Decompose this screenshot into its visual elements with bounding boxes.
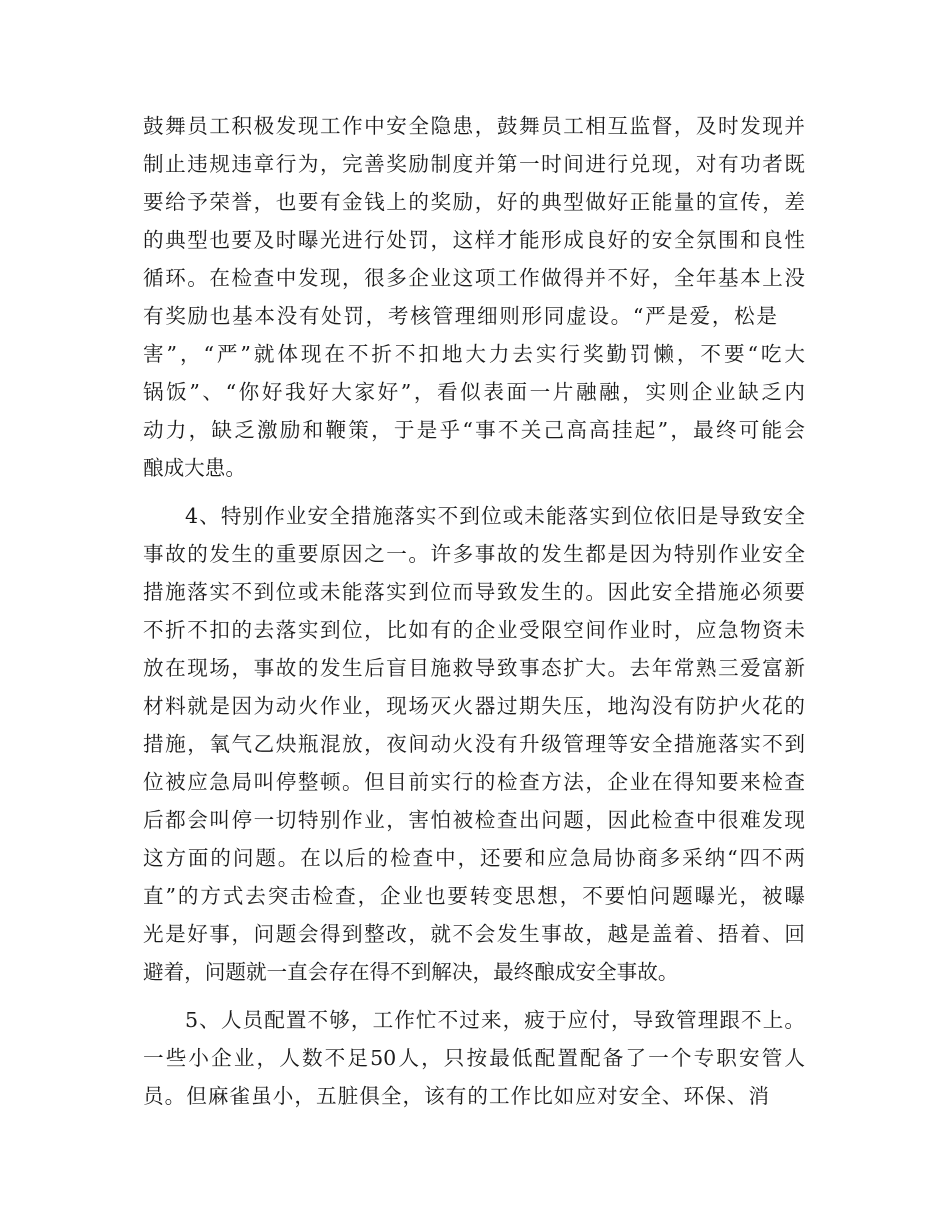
paragraph-2-line-1: 4、特别作业安全措施落实不到位或未能落实到位依旧是导致安全 [185, 504, 805, 528]
paragraph-2-line-13: 避着，问题就一直会存在得不到解决，最终酿成安全事故。 [143, 960, 679, 984]
paragraph-1-line-4: 的典型也要及时曝光进行处罚，这样才能形成良好的安全氛围和良性 [143, 228, 805, 252]
paragraph-1-line-6: 有奖励也基本没有处罚，考核管理细则形同虚设。“严是爱，松是 [143, 304, 777, 328]
paragraph-2-line-3: 措施落实不到位或未能落实到位而导致发生的。因此安全措施必须要 [143, 580, 805, 604]
paragraph-3-line-3: 员。但麻雀虽小，五脏俱全，该有的工作比如应对安全、环保、消 [143, 1084, 769, 1108]
paragraph-1-line-2: 制止违规违章行为，完善奖励制度并第一时间进行兑现，对有功者既 [143, 152, 805, 176]
paragraph-2-line-12: 光是好事，问题会得到整改，就不会发生事故，越是盖着、捂着、回 [143, 922, 805, 946]
paragraph-2-line-6: 材料就是因为动火作业，现场灭火器过期失压，地沟没有防护火花的 [143, 694, 805, 718]
paragraph-2-line-4: 不折不扣的去落实到位，比如有的企业受限空间作业时，应急物资未 [143, 618, 805, 642]
paragraph-2-line-5: 放在现场，事故的发生后盲目施救导致事态扩大。去年常熟三爱富新 [143, 656, 805, 680]
paragraph-3-line-2: 一些小企业，人数不足50人，只按最低配置配备了一个专职安管人 [143, 1046, 805, 1070]
paragraph-2-line-2: 事故的发生的重要原因之一。许多事故的发生都是因为特别作业安全 [143, 542, 805, 566]
paragraph-1-line-9: 动力，缺乏激励和鞭策，于是乎“事不关己高高挂起”，最终可能会 [143, 418, 805, 442]
paragraph-2-line-8: 位被应急局叫停整顿。但目前实行的检查方法，企业在得知要来检查 [143, 770, 805, 794]
paragraph-1-line-8: 锅饭”、“你好我好大家好”，看似表面一片融融，实则企业缺乏内 [143, 380, 805, 404]
paragraph-2-line-11: 直”的方式去突击检查，企业也要转变思想，不要怕问题曝光，被曝 [143, 884, 805, 908]
paragraph-1-line-3: 要给予荣誉，也要有金钱上的奖励，好的典型做好正能量的宣传，差 [143, 190, 805, 214]
paragraph-1-line-10: 酿成大患。 [143, 456, 246, 480]
paragraph-2-line-10: 这方面的问题。在以后的检查中，还要和应急局协商多采纳“四不两 [143, 846, 805, 870]
paragraph-1-line-7: 害”，“严”就体现在不折不扣地大力去实行奖勤罚懒，不要“吃大 [143, 342, 805, 366]
paragraph-3-line-1: 5、人员配置不够，工作忙不过来，疲于应付，导致管理跟不上。 [185, 1008, 805, 1032]
paragraph-1-line-1: 鼓舞员工积极发现工作中安全隐患，鼓舞员工相互监督，及时发现并 [143, 114, 805, 138]
paragraph-2-line-9: 后都会叫停一切特别作业，害怕被检查出问题，因此检查中很难发现 [143, 808, 805, 832]
paragraph-1-line-5: 循环。在检查中发现，很多企业这项工作做得并不好，全年基本上没 [143, 266, 805, 290]
paragraph-2-line-7: 措施，氧气乙炔瓶混放，夜间动火没有升级管理等安全措施落实不到 [143, 732, 805, 756]
